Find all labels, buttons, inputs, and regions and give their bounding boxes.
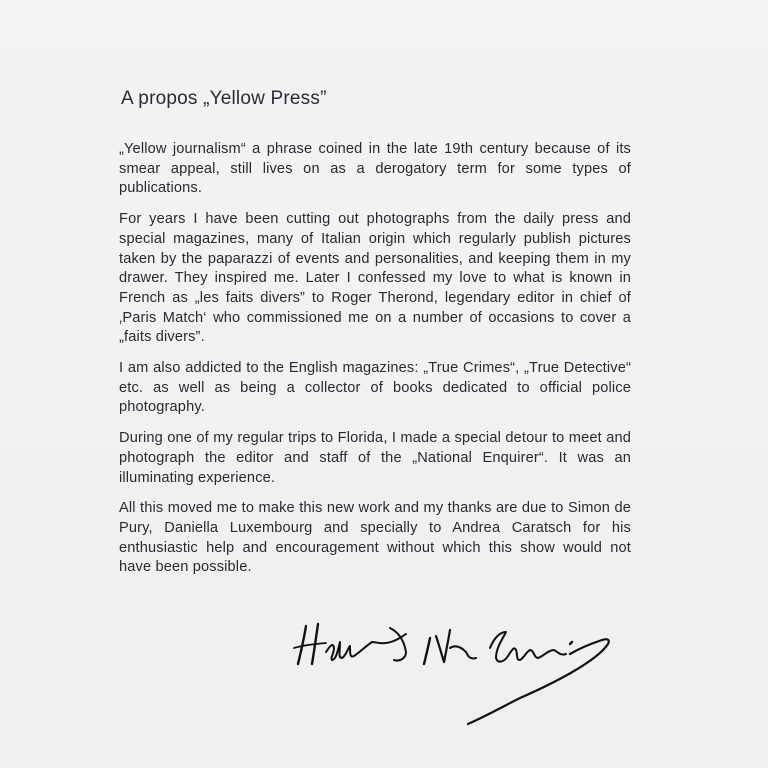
paragraph-3: I am also addicted to the English magazines: „True Crimes“, „True Detective“ etc. as well as being a collector of books dedicated to official police photography. xyxy=(119,360,631,416)
paragraph-2: For years I have been cutting out photographs from the daily press and special magazines, many of Italian origin which regularly publish pictures taken by the paparazzi of events and personalities, and keeping them in my drawer. They inspired me. Later I confessed my love to what is known in French as „les faits divers” to Roger Therond, legendary editor in chief of ‚Paris Match‘ who commissioned me on a number of occasions to cover a „faits divers”. xyxy=(119,211,631,346)
page-title: A propos „Yellow Press” xyxy=(121,88,327,109)
paragraph-5: All this moved me to make this new work and my thanks are due to Simon de Pury, Daniella Luxembourg and specially to Andrea Caratsch for his enthusiastic help and encouragement without which this show would not have been possible. xyxy=(119,500,631,576)
signature-icon xyxy=(290,618,620,728)
document-body xyxy=(119,140,631,589)
handwritten-signature xyxy=(290,618,620,728)
paragraph-4: During one of my regular trips to Florida, I made a special detour to meet and photograph the editor and staff of the „National Enquirer“. It was an illuminating experience. xyxy=(119,430,631,486)
paragraph-1: „Yellow journalism“ a phrase coined in the late 19th century because of its smear appeal, still lives on as a derogatory term for some types of publications. xyxy=(119,141,631,197)
